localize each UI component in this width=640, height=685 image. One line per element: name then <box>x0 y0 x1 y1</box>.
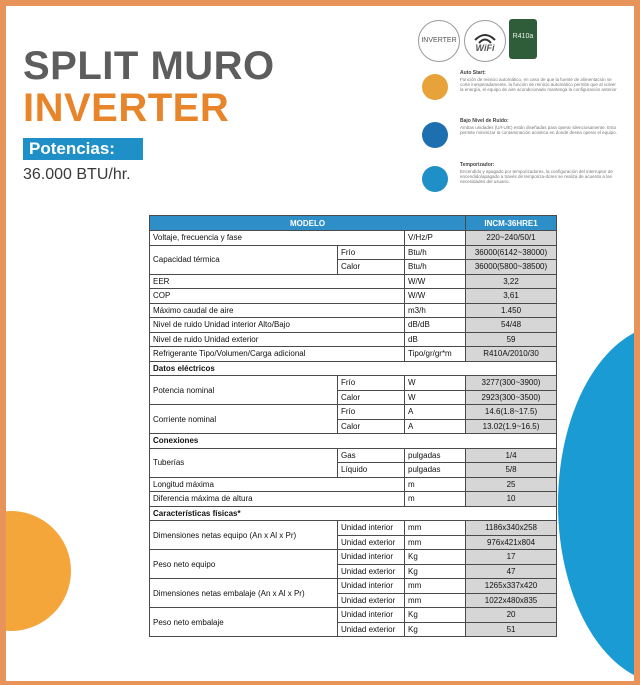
power-value: 36.000 BTU/hr. <box>23 166 131 183</box>
row-value: 14.6(1.8~17.5) <box>466 405 557 420</box>
row-label: Nivel de ruido Unidad exterior <box>150 332 405 347</box>
row-value: 1/4 <box>466 448 557 463</box>
table-row <box>150 245 557 260</box>
table-row <box>150 347 557 362</box>
row-unit: W <box>405 390 466 405</box>
row-sublabel: Calor <box>338 390 405 405</box>
section-row <box>150 434 557 449</box>
wifi-badge-label: WiFi <box>475 43 495 53</box>
header-code: INCM-36HRE1 <box>466 216 557 231</box>
section-title: Conexiones <box>150 434 557 449</box>
row-label: Dimensiones netas embalaje (An x Al x Pr) <box>150 579 338 608</box>
row-label: Refrigerante Tipo/Volumen/Carga adicional <box>150 347 405 362</box>
row-sublabel: Unidad exterior <box>338 535 405 550</box>
row-label: Diferencia máxima de altura <box>150 492 405 507</box>
row-sublabel: Unidad exterior <box>338 593 405 608</box>
row-value: 36000(6142~38000) <box>466 245 557 260</box>
row-value: 20 <box>466 608 557 623</box>
row-unit: W/W <box>405 289 466 304</box>
inverter-badge-label: INVERTER <box>421 37 457 44</box>
row-value: 17 <box>466 550 557 565</box>
row-unit: Tipo/gr/gr*m <box>405 347 466 362</box>
row-sublabel: Calor <box>338 419 405 434</box>
feature-title: Auto Start: <box>460 70 486 76</box>
brochure-page <box>6 6 634 681</box>
row-label: Capacidad térmica <box>150 245 338 274</box>
table-row <box>150 303 557 318</box>
row-sublabel: Unidad interior <box>338 550 405 565</box>
row-value: 1022x480x835 <box>466 593 557 608</box>
row-value: 13.02(1.9~16.5) <box>466 419 557 434</box>
refrigerant-badge: R410a <box>509 19 537 59</box>
row-value: 5/8 <box>466 463 557 478</box>
table-row <box>150 550 557 565</box>
row-unit: m <box>405 492 466 507</box>
table-row <box>150 274 557 289</box>
power-label: Potencias: <box>23 138 143 160</box>
row-label: COP <box>150 289 405 304</box>
auto-start-icon <box>422 74 448 100</box>
table-row <box>150 231 557 246</box>
row-sublabel: Líquido <box>338 463 405 478</box>
row-value: 3,61 <box>466 289 557 304</box>
row-value: 47 <box>466 564 557 579</box>
feature-title: Temporizador: <box>460 162 495 168</box>
wifi-badge-icon <box>464 20 506 62</box>
product-subtitle: INVERTER <box>23 86 230 130</box>
row-value: 25 <box>466 477 557 492</box>
row-value: R410A/2010/30 <box>466 347 557 362</box>
table-row <box>150 521 557 536</box>
row-unit: A <box>405 405 466 420</box>
row-unit: Btu/h <box>405 260 466 275</box>
row-label: Corriente nominal <box>150 405 338 434</box>
section-row <box>150 506 557 521</box>
row-unit: pulgadas <box>405 448 466 463</box>
row-label: Nivel de ruido Unidad interior Alto/Bajo <box>150 318 405 333</box>
table-row <box>150 608 557 623</box>
row-sublabel: Frío <box>338 405 405 420</box>
row-sublabel: Unidad interior <box>338 579 405 594</box>
row-sublabel: Unidad exterior <box>338 622 405 637</box>
row-sublabel: Gas <box>338 448 405 463</box>
row-value: 54/48 <box>466 318 557 333</box>
table-row <box>150 579 557 594</box>
row-value: 2923(300~3500) <box>466 390 557 405</box>
row-unit: m <box>405 477 466 492</box>
table-row <box>150 477 557 492</box>
row-label: EER <box>150 274 405 289</box>
row-unit: W <box>405 376 466 391</box>
row-label: Longitud máxima <box>150 477 405 492</box>
row-value: 10 <box>466 492 557 507</box>
row-unit: dB/dB <box>405 318 466 333</box>
row-value: 51 <box>466 622 557 637</box>
row-value: 36000(5800~38500) <box>466 260 557 275</box>
row-sublabel: Calor <box>338 260 405 275</box>
row-unit: V/Hz/P <box>405 231 466 246</box>
row-value: 1.450 <box>466 303 557 318</box>
row-value: 1186x340x258 <box>466 521 557 536</box>
feature-description: Ambas unidades (U/I-U/E) están diseñadas para operar silenciosamente. Esto permite minimizar la contaminación acústica en donde desea operar el equipo. <box>460 125 617 136</box>
wifi-arcs-icon <box>465 21 505 61</box>
row-unit: m3/h <box>405 303 466 318</box>
timer-icon <box>422 166 448 192</box>
row-unit: mm <box>405 521 466 536</box>
spec-table <box>149 215 557 637</box>
section-title: Datos eléctricos <box>150 361 557 376</box>
row-label: Potencia nominal <box>150 376 338 405</box>
feature-description: Función de reinicio automático, en caso de que la fuente de alimentación se corte inesperadamente, la función de reinicio automático permite que al volver la energía, el equipo de aire acondicionado mantenga la configuración anterior <box>460 77 617 93</box>
table-row <box>150 492 557 507</box>
feature-title: Bajo Nivel de Ruido: <box>460 118 509 124</box>
row-unit: mm <box>405 535 466 550</box>
row-sublabel: Frío <box>338 376 405 391</box>
table-row <box>150 289 557 304</box>
header-model: MODELO <box>150 216 466 231</box>
row-label: Dimensiones netas equipo (An x Al x Pr) <box>150 521 338 550</box>
row-unit: mm <box>405 579 466 594</box>
section-row <box>150 361 557 376</box>
row-value: 59 <box>466 332 557 347</box>
row-value: 3277(300~3900) <box>466 376 557 391</box>
row-unit: W/W <box>405 274 466 289</box>
blue-circle-decoration <box>558 324 634 681</box>
row-value: 3,22 <box>466 274 557 289</box>
table-row <box>150 405 557 420</box>
row-unit: Kg <box>405 608 466 623</box>
row-unit: Kg <box>405 622 466 637</box>
table-row <box>150 448 557 463</box>
row-label: Tuberías <box>150 448 338 477</box>
row-unit: dB <box>405 332 466 347</box>
row-unit: Btu/h <box>405 245 466 260</box>
feature-description: Encendido y apagado por temporizadores, la configuración del interruptor de encendido/apagado a través de temporiza-dores se realiza de acuerdo a las necesidades del usuario. <box>460 169 613 185</box>
row-sublabel: Unidad exterior <box>338 564 405 579</box>
row-value: 1265x337x420 <box>466 579 557 594</box>
row-sublabel: Unidad interior <box>338 521 405 536</box>
table-row <box>150 376 557 391</box>
table-header-row <box>150 216 557 231</box>
product-title: SPLIT MURO <box>23 44 275 88</box>
row-unit: Kg <box>405 550 466 565</box>
row-value: 976x421x804 <box>466 535 557 550</box>
row-unit: A <box>405 419 466 434</box>
row-unit: Kg <box>405 564 466 579</box>
inverter-badge-icon <box>418 20 460 62</box>
table-row <box>150 332 557 347</box>
orange-circle-decoration <box>6 511 71 631</box>
row-label: Peso neto equipo <box>150 550 338 579</box>
row-label: Máximo caudal de aire <box>150 303 405 318</box>
low-noise-icon <box>422 122 448 148</box>
row-sublabel: Frío <box>338 245 405 260</box>
row-label: Voltaje, frecuencia y fase <box>150 231 405 246</box>
section-title: Características físicas* <box>150 506 557 521</box>
row-label: Peso neto embalaje <box>150 608 338 637</box>
row-unit: pulgadas <box>405 463 466 478</box>
row-sublabel: Unidad interior <box>338 608 405 623</box>
row-unit: mm <box>405 593 466 608</box>
row-value: 220~240/50/1 <box>466 231 557 246</box>
table-row <box>150 318 557 333</box>
